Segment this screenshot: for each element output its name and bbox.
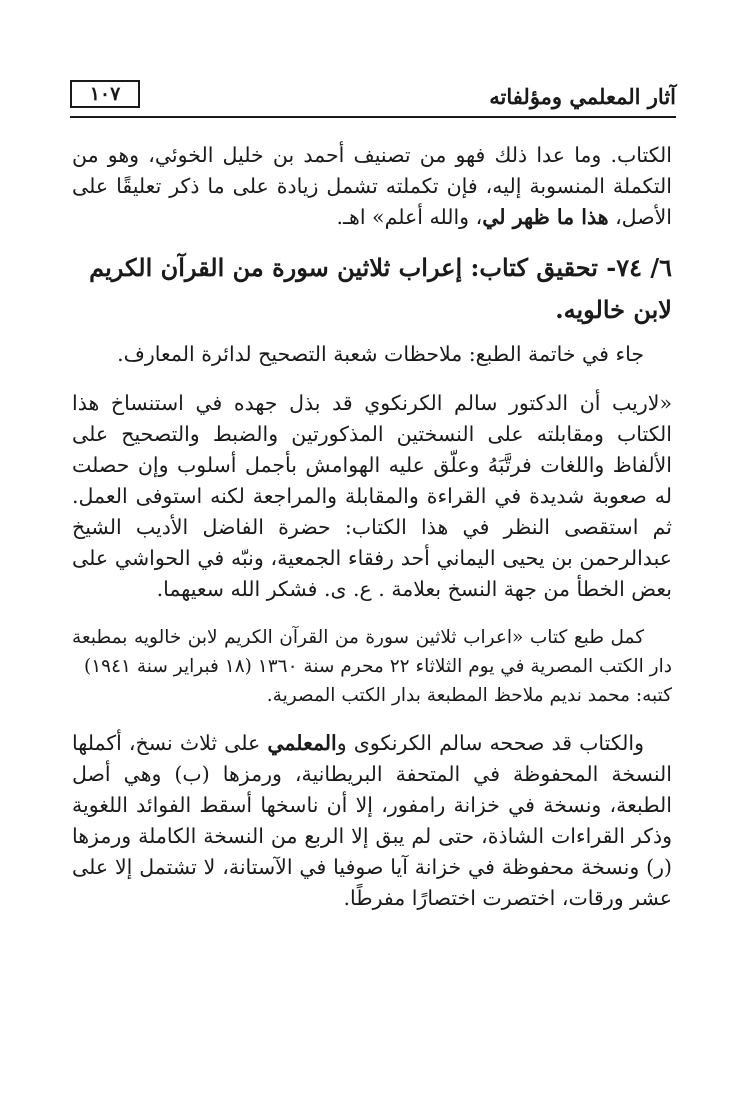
printing-note-line: كمل طبع كتاب «اعراب ثلاثين سورة من القرآن الكريم لابن خالويه بمطبعة دار الكتب المصرية في يوم الثلاثاء ٢٢ محرم سنة ١٣٦٠ (١٨ فبراير سنة ١٩٤١): [72, 627, 672, 677]
printing-note-signature: كتبه: محمد نديم ملاحظ المطبعة بدار الكتب المصرية.: [266, 685, 672, 706]
source-intro: جاء في خاتمة الطبع: ملاحظات شعبة التصحيح لدائرة المعارف.: [117, 342, 644, 366]
final-bold-name: المعلمي: [267, 731, 337, 755]
final-text-start: والكتاب قد صححه سالم الكرنكوى و: [336, 731, 644, 755]
quote-paragraph: «لاريب أن الدكتور سالم الكرنكوي قد بذل جهده في استنساخ هذا الكتاب ومقابلته على النسختين المذكورتين والضبط والتصحيح على الألفاظ واللغات فرتَّبَهُ وعلّق عليه الهوامش بأجمل أسلوب وإن حصلت له صعوبة شديدة في القراءة والمقابلة والمراجعة لكنه استوفى العمل. ثم استقصى النظر في هذا الكتاب: حضرة الفاضل الأديب الشيخ عبدالرحمن بن يحيى اليماني أحد رفقاء الجمعية، ونبّه في الحواشي على بعض الخطأ من جهة النسخ بعلامة . ع. ى. فشكر الله سعيهما.: [72, 391, 672, 601]
running-header: [70, 80, 676, 118]
book-title: آثار المعلمي ومؤلفاته: [489, 84, 676, 109]
final-text-rest: على ثلاث نسخ، أكملها النسخة المحفوظة في المتحفة البريطانية، ورمزها (ب) وهي أصل الطبعة، ونسخة في خزانة رامفور، إلا أن ناسخها أسقط الفوائد اللغوية وذكر القراءات الشاذة، حتى لم يبق إلا الربع من النسخة الكاملة ورمزها (ر) ونسخة محفوظة في خزانة آيا صوفيا في الآستانة، لا تشتمل إلا على عشر ورقات، اختصرت اختصارًا مفرطًا.: [72, 731, 672, 910]
page-content: [72, 140, 672, 914]
printing-note: [72, 623, 672, 710]
intro-text: الكتاب. وما عدا ذلك فهو من تصنيف أحمد بن خليل الخوئي، وهو من التكملة المنسوبة إليه، فإن تكملته تشمل زيادة على ما ذكر تعليقًا على الأصل،: [72, 143, 672, 229]
final-paragraph: [72, 728, 672, 914]
intro-ending: ، والله أعلم» اهـ.: [336, 205, 483, 229]
intro-bold-phrase: هذا ما ظهر لي: [482, 205, 609, 229]
section-heading: ٦/ ٧٤- تحقيق كتاب: إعراب ثلاثين سورة من القرآن الكريم لابن خالويه.: [89, 253, 672, 324]
page-number: ١٠٧: [70, 80, 140, 108]
intro-paragraph: [72, 140, 672, 233]
